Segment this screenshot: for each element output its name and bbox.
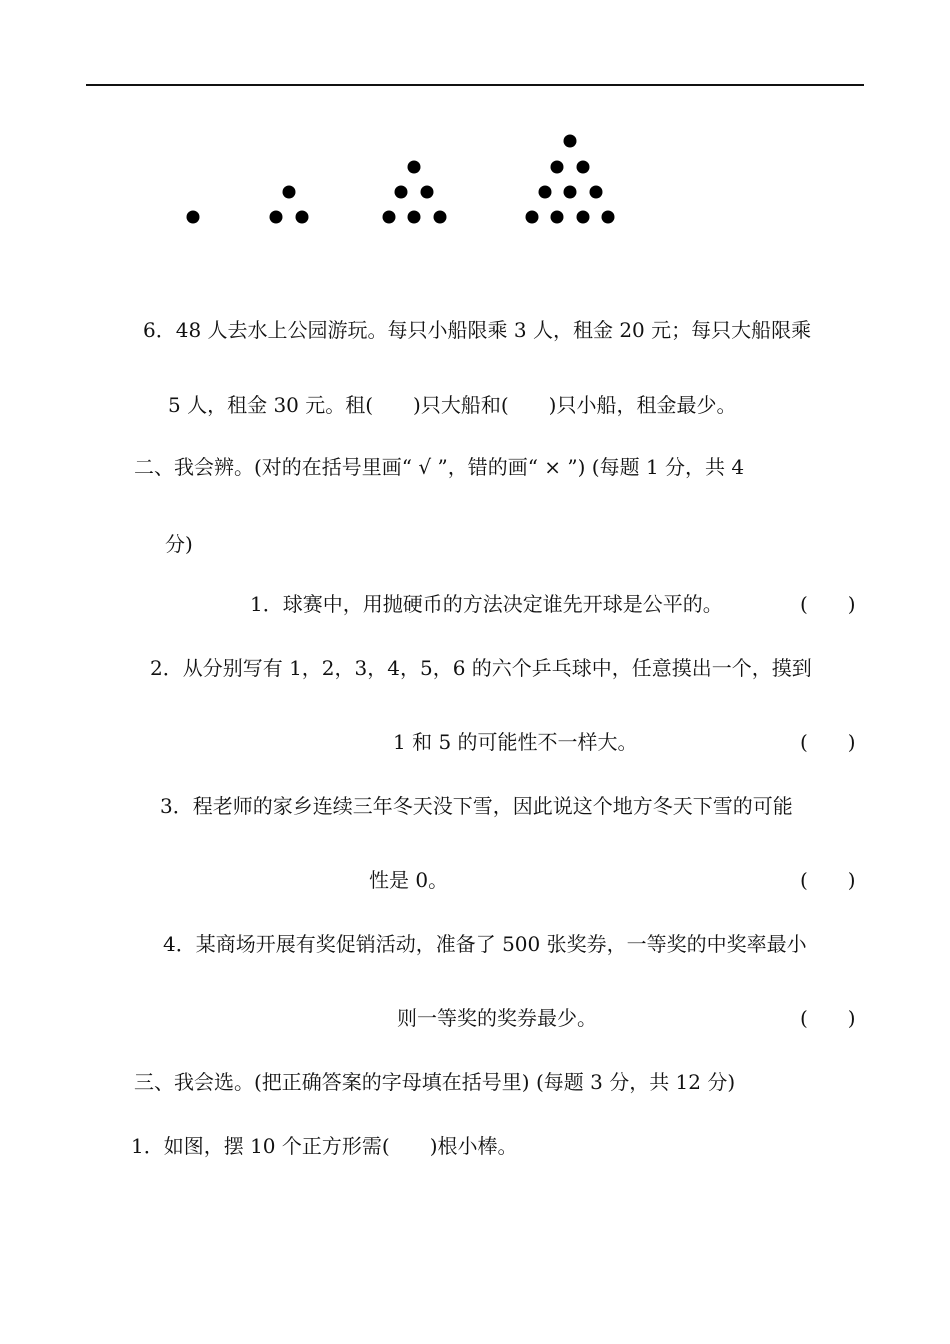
dot — [564, 135, 577, 148]
dot — [283, 186, 296, 199]
dot — [383, 211, 396, 224]
s2-q2-line2: 1 和 5 的可能性不一样大。 — [393, 730, 638, 754]
dot — [187, 211, 200, 224]
q6-line1: 6．48 人去水上公园游玩。每只小船限乘 3 人，租金 20 元；每只大船限乘 — [143, 318, 812, 342]
answer-blank[interactable]: ( ) — [800, 868, 856, 892]
dot — [526, 211, 539, 224]
s2-q2-line1: 2．从分别写有 1，2，3，4，5，6 的六个乒乓球中，任意摸出一个，摸到 — [150, 656, 812, 680]
dot — [577, 211, 590, 224]
answer-blank[interactable]: ( ) — [800, 1006, 856, 1030]
s2-q3-line2: 性是 0。 — [369, 868, 449, 892]
dot — [539, 186, 552, 199]
section2-heading-cont: 分) — [165, 532, 193, 556]
s2-q1: 1．球赛中，用抛硬币的方法决定谁先开球是公平的。 — [250, 592, 723, 616]
answer-blank[interactable]: ( ) — [800, 730, 856, 754]
dot — [270, 211, 283, 224]
section3-heading: 三、我会选。(把正确答案的字母填在括号里) (每题 3 分，共 12 分) — [134, 1070, 736, 1094]
dot — [434, 211, 447, 224]
dot — [296, 211, 309, 224]
q6-line2: 5 人，租金 30 元。租( )只大船和( )只小船，租金最少。 — [168, 393, 737, 417]
dot — [577, 161, 590, 174]
dot — [602, 211, 615, 224]
dot — [590, 186, 603, 199]
dot — [551, 161, 564, 174]
dot — [564, 186, 577, 199]
dot — [408, 211, 421, 224]
s2-q4-line1: 4．某商场开展有奖促销活动，准备了 500 张奖券，一等奖的中奖率最小 — [163, 932, 807, 956]
s2-q3-line1: 3．程老师的家乡连续三年冬天没下雪，因此说这个地方冬天下雪的可能 — [160, 794, 793, 818]
dot — [421, 186, 434, 199]
dot-triangle-figure — [0, 0, 950, 240]
section2-heading: 二、我会辨。(对的在括号里画“ √ ”，错的画“ × ”) (每题 1 分，共 4 — [134, 455, 745, 479]
dot — [408, 161, 421, 174]
s3-q1: 1．如图，摆 10 个正方形需( )根小棒。 — [131, 1134, 518, 1158]
dot — [551, 211, 564, 224]
dot — [395, 186, 408, 199]
answer-blank[interactable]: ( ) — [800, 592, 856, 616]
s2-q4-line2: 则一等奖的奖券最少。 — [397, 1006, 597, 1030]
